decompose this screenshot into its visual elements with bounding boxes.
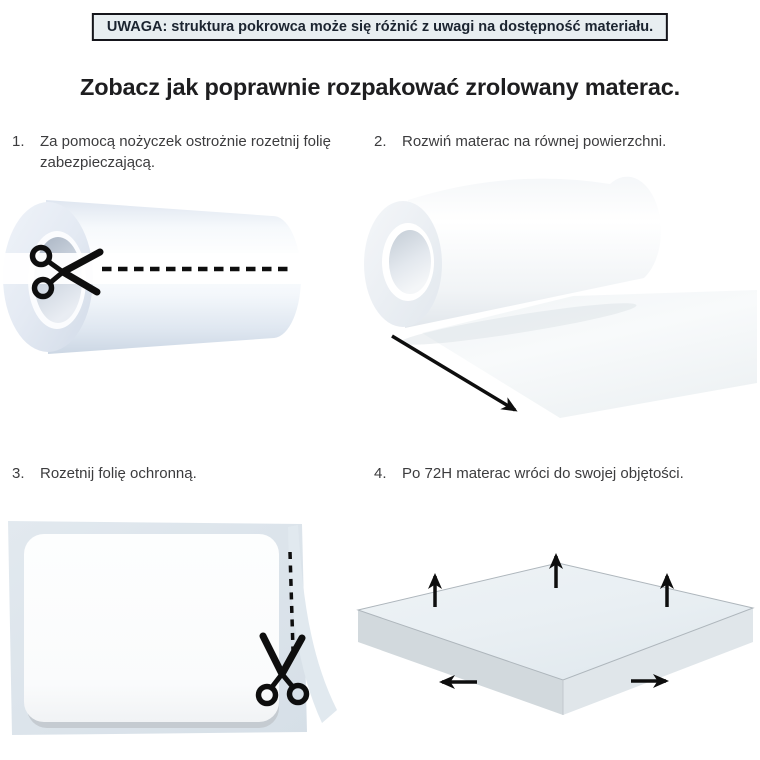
step-text: Rozetnij folię ochronną.	[40, 465, 197, 482]
unrolling-mattress-illustration	[358, 166, 758, 428]
notice-banner-text: UWAGA: struktura pokrowca może się różnić z uwagi na dostępność materiału.	[106, 19, 654, 35]
step-text: Po 72H materac wróci do swojej objętości.	[402, 465, 684, 482]
mattress-top-surface	[24, 534, 279, 722]
page-title: Zobacz jak poprawnie rozpakować zrolowany materac.	[80, 73, 680, 100]
step-number: 3.	[12, 465, 25, 482]
step-3-heading	[12, 463, 342, 484]
step-number: 4.	[374, 465, 387, 482]
step-number: 2.	[374, 133, 387, 150]
step-2-heading	[374, 131, 754, 152]
step-4-heading	[374, 463, 754, 484]
expanding-mattress-illustration	[356, 545, 756, 745]
step-text: Rozwiń materac na równej powierzchni.	[402, 133, 667, 150]
step-number: 1.	[12, 133, 25, 150]
foil-cutting-illustration	[5, 512, 353, 750]
rolled-mattress-illustration	[2, 190, 336, 426]
notice-banner	[92, 13, 668, 41]
step-text: Za pomocą nożyczek ostrożnie rozetnij folię zabezpieczającą.	[40, 133, 331, 171]
step-1-heading	[12, 131, 342, 173]
